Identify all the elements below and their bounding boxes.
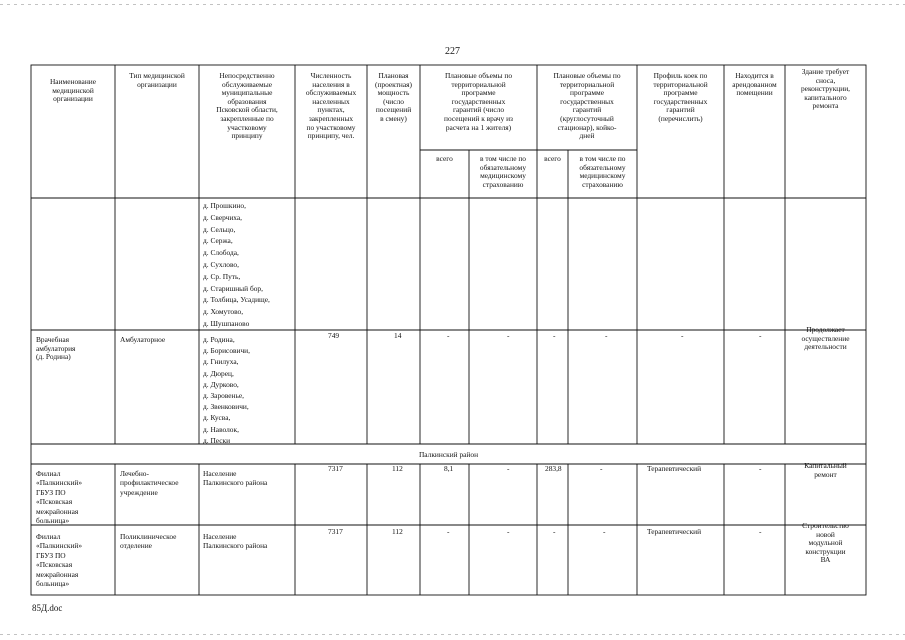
row1-rented: - <box>759 331 762 340</box>
row1-visits-total: - <box>447 331 450 340</box>
row2-rented: - <box>759 464 762 473</box>
footer-filename: 85Д.doc <box>32 603 63 613</box>
page-number: 227 <box>445 46 460 57</box>
subheader-beds-oms: в том числе по обязательному медицинскому страхованию <box>579 154 626 189</box>
header-name: Наименование медицинской организации <box>49 77 97 104</box>
header-building-status: Здание требует сноса, реконструкции, капитального ремонта <box>800 67 851 111</box>
row3-type: Поликлиническое отделение <box>120 532 177 551</box>
row2-capacity: 112 <box>392 464 403 473</box>
header-rented: Находится в арендованном помещении <box>732 71 777 98</box>
row2-beds-total: 283,8 <box>545 464 562 473</box>
header-population: Численность населения в обслуживаемых населенных пунктах, закрепленных по участковому принципу, чел. <box>305 71 357 141</box>
row3-profile: Терапевтический <box>647 527 702 536</box>
row2-population: 7317 <box>328 464 343 473</box>
row3-name: Филиал «Палкинский» ГБУЗ ПО «Псковская межрайонная больница» <box>36 532 83 589</box>
row1-profile: - <box>681 331 684 340</box>
scan-edge-bottom <box>0 634 905 635</box>
header-municipalities: Непосредственно обслуживаемые муниципальные образования Псковской области, закрепленные по участковому принципу <box>216 71 278 141</box>
header-beds: Плановые объемы по территориальной программе государственных гарантий (круглосуточный стационар), койко- дней <box>553 71 621 141</box>
row3-rented: - <box>759 527 762 536</box>
row3-visits-oms: - <box>507 527 510 536</box>
subheader-visits-oms: в том числе по обязательному медицинскому страхованию <box>479 154 527 189</box>
row1-visits-oms: - <box>507 331 510 340</box>
row2-profile: Терапевтический <box>647 464 702 473</box>
row2-visits-oms: - <box>507 464 510 473</box>
header-visits: Плановые объемы по территориальной программе государственных гарантий (число посещений к врачу из расчета на 1 жителя) <box>444 71 513 132</box>
row3-visits-total: - <box>447 527 450 536</box>
row3-capacity: 112 <box>392 527 403 536</box>
row3-population: 7317 <box>328 527 343 536</box>
header-capacity: Плановая (проектная) мощность (число посещений в смену) <box>375 71 412 123</box>
row1-capacity: 14 <box>394 331 402 340</box>
header-type: Тип медицинской организации <box>129 71 185 89</box>
row3-beds-oms: - <box>603 527 606 536</box>
row1-beds-oms: - <box>605 331 608 340</box>
section-title: Палкинский район <box>418 450 479 459</box>
row3-villages: Население Палкинского района <box>203 532 268 551</box>
scan-edge-top <box>0 4 905 5</box>
continuation-villages: д. Прошкино, д. Сверчиха, д. Сельцо, д. Сержа, д. Слобода, д. Сухлово, д. Ср. Путь, д. Старишный бор, д. Толбица, Усадище, д. Хомутово, д. Шушпаново <box>203 201 270 328</box>
row2-name: Филиал «Палкинский» ГБУЗ ПО «Псковская межрайонная больница» <box>36 469 83 526</box>
row1-type: Амбулаторное <box>120 335 166 344</box>
row1-beds-total: - <box>553 331 556 340</box>
row1-population: 749 <box>328 331 340 340</box>
row1-villages: д. Родина, д. Борисовичи, д. Гнилуха, д. Дюрец, д. Дурково, д. Заровенье, д. Звенковичи, д. Кусва, д. Наволок, д. Пески <box>203 335 250 445</box>
subheader-visits-total: всего <box>436 154 453 163</box>
header-bed-profile: Профиль коек по территориальной программе государственных гарантий (перечислить) <box>653 71 708 123</box>
row3-status: Строительство новой модульной конструкции ВА <box>802 521 849 565</box>
subheader-beds-total: всего <box>544 154 561 163</box>
row2-beds-oms: - <box>600 464 603 473</box>
row2-status: Капитальный ремонт <box>804 461 847 479</box>
row1-status: Продолжает осуществление деятельности <box>801 325 850 352</box>
row1-name: Врачебная амбулатория (д. Родина) <box>36 335 76 362</box>
row2-visits-total: 8,1 <box>444 464 454 473</box>
row2-type: Лечебно- профилактическое учреждение <box>120 469 179 497</box>
row2-villages: Население Палкинского района <box>203 469 268 488</box>
row3-beds-total: - <box>553 527 556 536</box>
